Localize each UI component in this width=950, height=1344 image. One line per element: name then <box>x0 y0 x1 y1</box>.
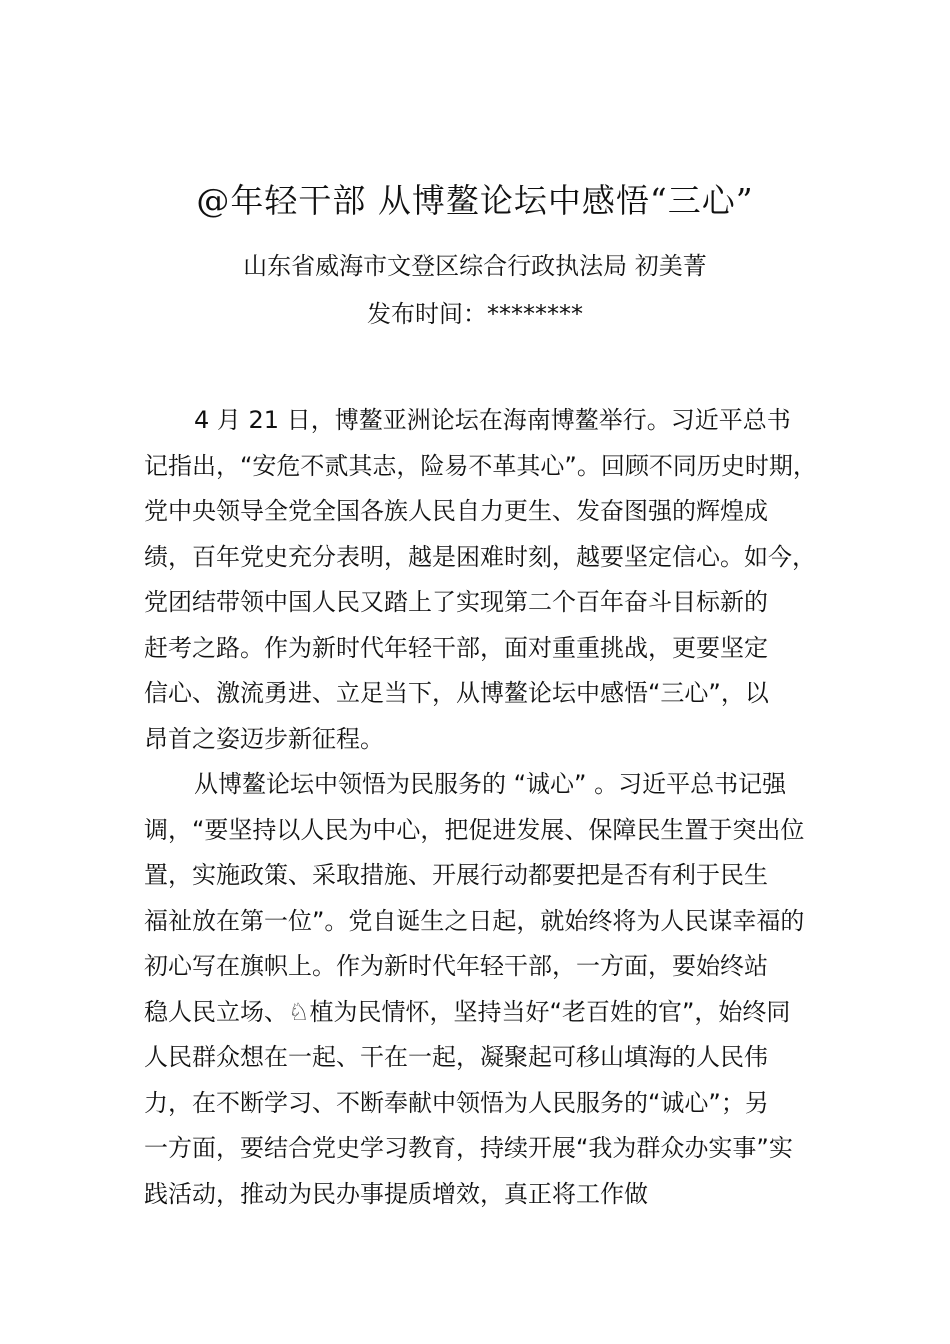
text-line: 赶考之路。作为新时代年轻干部，面对重重挑战，更要坚定 <box>144 633 768 662</box>
text-line: 稳人民立场、♘植为民情怀，坚持当好“老百姓的官”，始终同 <box>144 997 791 1026</box>
text-line: 践活动，推动为民办事提质增效，真正将工作做 <box>144 1179 648 1208</box>
text-line: 力，在不断学习、不断奉献中领悟为人民服务的“诚心”；另 <box>144 1088 769 1117</box>
article-body <box>144 398 824 1217</box>
article-title: @年轻干部 从博鳌论坛中感悟“三心” <box>196 181 754 220</box>
text-line: 调，“要坚持以人民为中心，把促进发展、保障民生置于突出位 <box>144 815 805 844</box>
text-line: 绩，百年党史充分表明，越是困难时刻，越要坚定信心。如今， <box>144 542 816 571</box>
text-line: 一方面，要结合党史学习教育，持续开展“我为群众办实事”实 <box>144 1134 793 1162</box>
text-line: 党团结带领中国人民又踏上了实现第二个百年奋斗目标新的 <box>144 588 768 616</box>
text-line: 信心、激流勇进、立足当下，从博鳌论坛中感悟“三心”，以 <box>144 679 769 707</box>
text-line: 置，实施政策、采取措施、开展行动都要把是否有利于民生 <box>144 861 768 889</box>
paragraph-1 <box>144 398 824 762</box>
paragraph-2 <box>144 762 824 1217</box>
text-line: 初心写在旗帜上。作为新时代年轻干部，一方面，要始终站 <box>144 952 768 980</box>
text-line: 党中央领导全党全国各族人民自力更生、发奋图强的辉煌成 <box>144 497 768 525</box>
text-line: 4 月 21 日，博鳌亚洲论坛在海南博鳌举行。习近平总书 <box>194 406 791 434</box>
author-line: 山东省威海市文登区综合行政执法局 初美菁 <box>243 252 707 280</box>
text-line: 从博鳌论坛中领悟为民服务的 “诚心” 。习近平总书记强 <box>194 770 787 798</box>
publish-time: 发布时间：******** <box>367 300 583 328</box>
text-line: 昂首之姿迈步新征程。 <box>144 724 384 753</box>
text-line: 记指出，“安危不贰其志，险易不革其心”。回顾不同历史时期， <box>144 451 817 480</box>
text-line: 人民群众想在一起、干在一起，凝聚起可移山填海的人民伟 <box>144 1043 768 1071</box>
text-line: 福祉放在第一位”。党自诞生之日起，就始终将为人民谋幸福的 <box>144 906 805 935</box>
